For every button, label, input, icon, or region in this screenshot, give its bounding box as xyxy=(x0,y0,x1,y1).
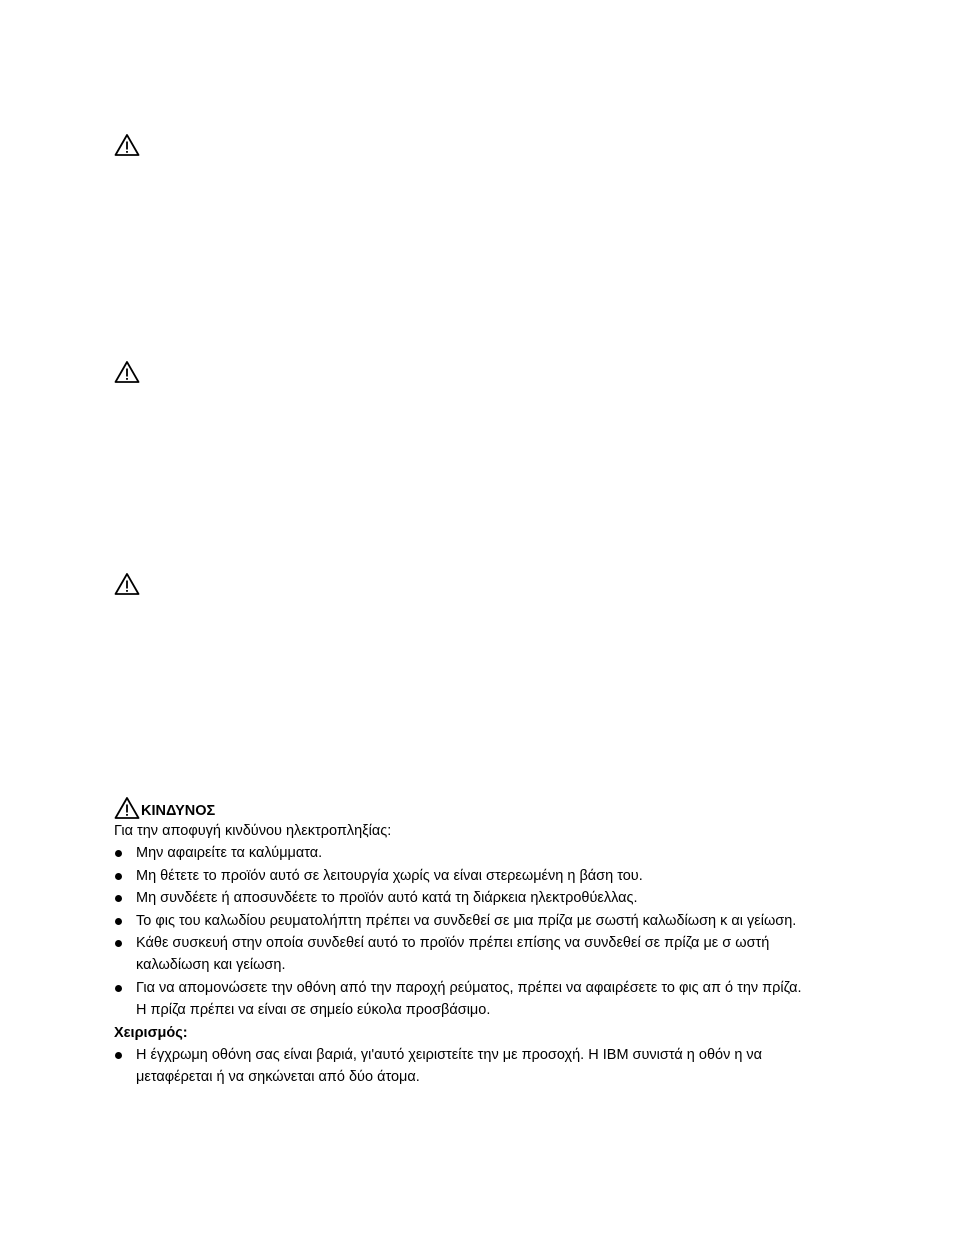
list-item: Μη συνδέετε ή αποσυνδέετε το προϊόν αυτό κατά τη διάρκεια ηλεκτροθύελλας. xyxy=(114,887,814,909)
danger-list xyxy=(114,842,814,1021)
list-item: Η έγχρωμη οθόνη σας είναι βαριά, γι'αυτό χειριστείτε την με προσοχή. Η IBM συνιστά η οθόν η να μεταφέρεται ή να σηκώνεται από δύο άτομα. xyxy=(114,1044,814,1089)
danger-heading-row xyxy=(114,793,814,820)
danger-intro: Για την αποφυγή κινδύνου ηλεκτροπληξίας: xyxy=(114,823,392,839)
list-item: Για να απομονώσετε την οθόνη από την παροχή ρεύματος, πρέπει να αφαιρέσετε το φις απ ό την πρίζα. Η πρίζα πρέπει να είναι σε σημείο εύκολα προσβάσιμο. xyxy=(114,977,814,1022)
list-item: Μην αφαιρείτε τα καλύμματα. xyxy=(114,842,814,864)
warning-triangle-icon xyxy=(114,360,140,384)
warning-triangle-icon xyxy=(114,133,140,157)
warning-triangle-icon xyxy=(114,572,140,596)
danger-section xyxy=(114,793,814,1089)
list-item: Κάθε συσκευή στην οποία συνδεθεί αυτό το προϊόν πρέπει επίσης να συνδεθεί σε πρίζα με σ ωστή καλωδίωση και γείωση. xyxy=(114,932,814,977)
list-item: Το φις του καλωδίου ρευματολήπτη πρέπει να συνδεθεί σε μια πρίζα με σωστή καλωδίωση κ αι γείωση. xyxy=(114,910,814,932)
handling-heading: Χειρισμός: xyxy=(114,1024,188,1041)
danger-heading: ΚΙΝΔΥΝΟΣ xyxy=(141,803,216,819)
warning-triangle-icon xyxy=(114,796,140,820)
handling-list xyxy=(114,1044,814,1089)
list-item: Μη θέτετε το προϊόν αυτό σε λειτουργία χωρίς να είναι στερεωμένη η βάση του. xyxy=(114,865,814,887)
